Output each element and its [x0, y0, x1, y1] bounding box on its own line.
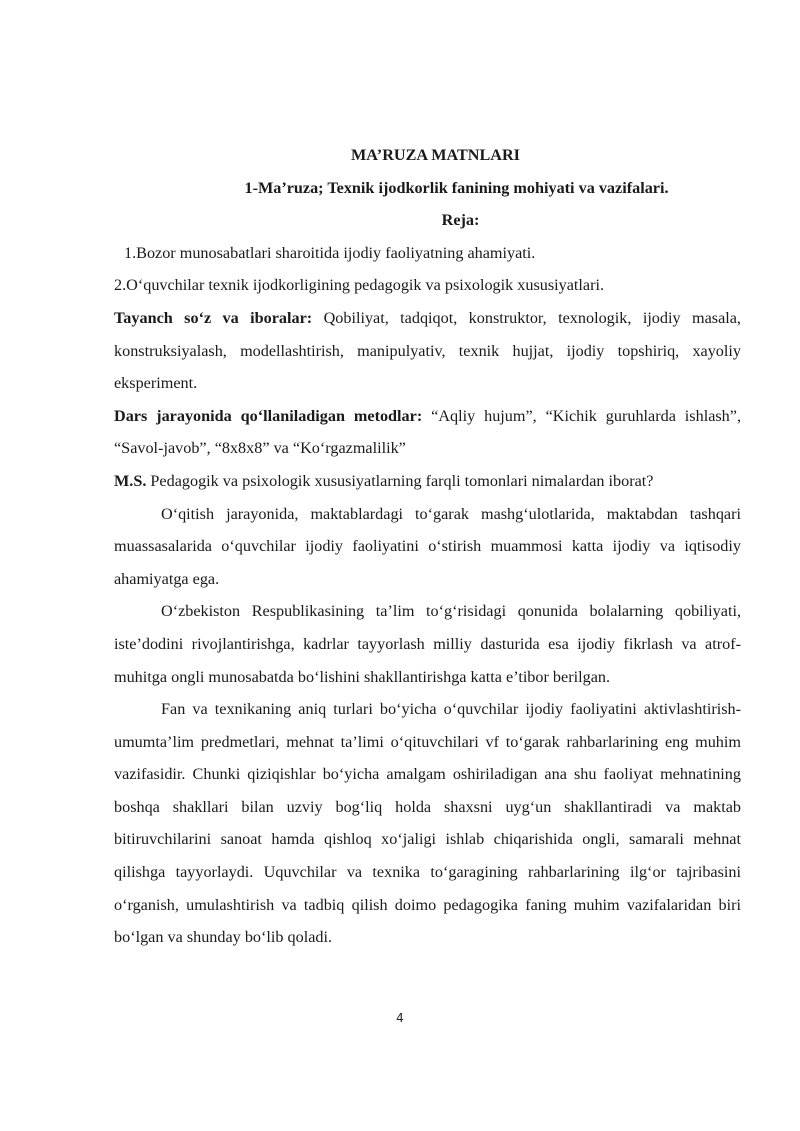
- methods-label: Dars jarayonida qo‘llaniladigan metodlar:: [114, 406, 423, 425]
- ms-text: Pedagogik va psixologik xususiyatlarning farqli tomonlari nimalardan iborat?: [146, 471, 654, 490]
- body-paragraph: O‘zbekiston Respublikasining ta’lim to‘g‘risidagi qonunida bolalarning qobiliyati, iste’dodini rivojlantirishga, kadrlar tayyorlash milliy dasturida esa ijodiy fikrlash va atrof-muhitga ongli munosabatda bo‘lishini shakllantirishga katta e’tibor berilgan.: [114, 602, 741, 686]
- body-paragraph: Fan va texnikaning aniq turlari bo‘yicha o‘quvchilar ijodiy faoliyatini aktivlashtirish-umumta’lim predmetlari, mehnat ta’limi o‘qituvchilari vf to‘garak rahbarlarining eng muhim vazifasidir. Chunki qiziqishlar bo‘yicha amalgam oshiriladigan ana shu faoliyat mehnatining boshqa shakllari bilan uzviy bog‘liq holda shaxsni uyg‘un shakllantiradi va maktab bitiruvchilarini sanoat hamda qishloq xo‘jaligi ishlab chiqarishida ongli, samarali mehnat qilishga tayyorlaydi. Uquvchilar va texnika to‘garagining rahbarlarining ilg‘or tajribasini o‘rganish, umulashtirish va tadbiq qilish doimo pedagogika faning muhim vazifalaridan biri bo‘lgan va shunday bo‘lib qoladi.: [114, 700, 741, 947]
- document-page: [114, 139, 741, 954]
- keywords-label: Tayanch so‘z va iboralar:: [114, 308, 313, 327]
- plan-item: 2.O‘quvchilar texnik ijodkorligining pedagogik va psixologik xususiyatlari.: [114, 276, 605, 295]
- page-number: 4: [396, 1011, 404, 1025]
- methods-paragraph: [114, 400, 741, 465]
- lecture-title: 1-Ma’ruza; Texnik ijodkorlik fanining mohiyati va vazifalari.: [244, 178, 669, 197]
- plan-heading: Reja:: [441, 211, 480, 230]
- methods-text: “Aqliy hujum”, “Kichik guruhlarda ishlash”, “Savol-javob”, “8x8x8” va “Ko‘rgazmalilik”: [114, 406, 742, 458]
- body-paragraph: O‘qitish jarayonida, maktablardagi to‘garak mashg‘ulotlarida, maktabdan tashqari muassasalarida o‘quvchilar ijodiy faoliyatini o‘stirish muammosi katta ijodiy va iqtisodiy ahamiyatga ega.: [114, 504, 741, 588]
- keywords-paragraph: [114, 302, 741, 400]
- plan-item: 1.Bozor munosabatlari sharoitida ijodiy faoliyatning ahamiyati.: [124, 243, 536, 262]
- ms-label: M.S.: [114, 471, 147, 490]
- ms-paragraph: [114, 465, 741, 498]
- document-heading: MA’RUZA MATNLARI: [351, 146, 520, 164]
- keywords-text: Qobiliyat, tadqiqot, konstruktor, texnologik, ijodiy masala, konstruksiyalash, modellashtirish, manipulyativ, texnik hujjat, ijodiy topshiriq, xayoliy eksperiment.: [114, 308, 741, 393]
